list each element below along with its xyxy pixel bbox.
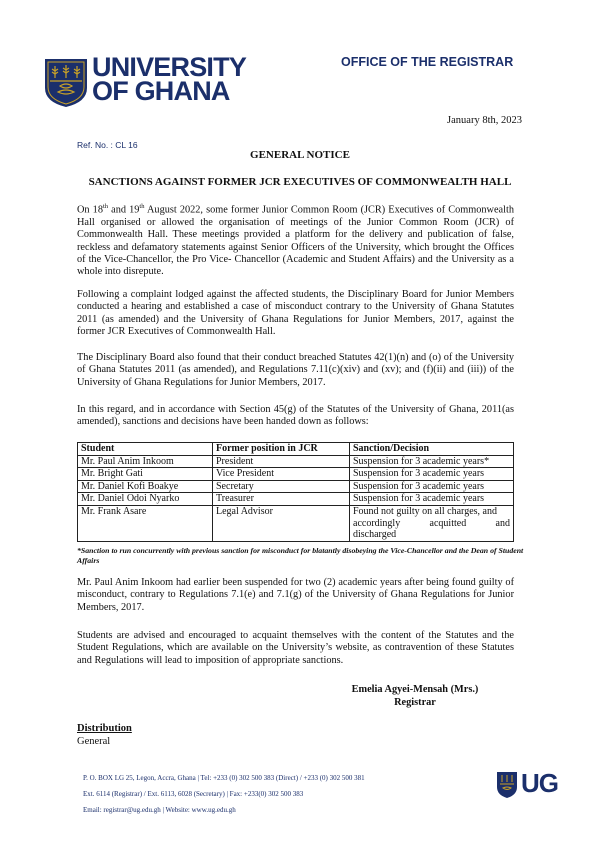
decision-line: accordingly acquitted and — [353, 517, 510, 529]
footer-extensions: Ext. 6114 (Registrar) / Ext. 6113, 6028 (Secretary) | Fax: +233(0) 302 500 383 — [83, 790, 304, 798]
paragraph-4: In this regard, and in accordance with Section 45(g) of the Statutes of the University of Ghana, 2011(as amended), sanctions and decisions have been handed down as follows: — [77, 404, 514, 428]
table-cell-position: Secretary — [213, 480, 350, 493]
table-cell-position: Treasurer — [213, 493, 350, 506]
letter-date: January 8th, 2023 — [447, 115, 522, 126]
table-cell-sanction: Suspension for 3 academic years — [350, 493, 514, 506]
university-name — [92, 52, 247, 106]
university-name-line1: UNIVERSITY — [92, 52, 247, 82]
table-cell-sanction: Suspension for 3 academic years — [350, 468, 514, 481]
distribution-label: Distribution — [77, 723, 132, 734]
notice-heading: GENERAL NOTICE — [250, 149, 350, 161]
table-row — [78, 493, 514, 506]
table-cell-sanction: Suspension for 3 academic years — [350, 480, 514, 493]
paragraph-1: On 18th and 19th August 2022, some former Junior Common Room (JCR) Executives of Commonwealth Hall organised or allowed the organisation of meetings of the Junior Common Room (JCR) of Commonwealth Hall. These meetings provided a platform for the delivery and publication of false, reckless and defamatory statements against Senior Officers of the University, which brought the Offices of the Vice-Chancellor, the Pro Vice- Chancellor (Academic and Student Affairs) and the University as a whole into disrepute. — [77, 203, 514, 278]
ug-logo-text: UG — [521, 768, 558, 798]
footer-contact: Email: registrar@ug.edu.gh | Website: www.ug.edu.gh — [83, 806, 236, 814]
ug-crest-icon — [496, 771, 518, 799]
table-header-row — [78, 443, 514, 456]
decision-line: Found not guilty on all charges, and — [353, 505, 497, 517]
table-cell-sanction: Suspension for 3 academic years* — [350, 455, 514, 468]
table-cell-position: Vice President — [213, 468, 350, 481]
table-cell-student: Mr. Daniel Kofi Boakye — [78, 480, 213, 493]
table-row — [78, 455, 514, 468]
university-crest-icon — [44, 58, 88, 108]
table-cell-position: President — [213, 455, 350, 468]
table-header-sanction: Sanction/Decision — [350, 443, 514, 456]
table-cell-student: Mr. Frank Asare — [78, 505, 213, 541]
signatory-name: Emelia Agyei-Mensah (Mrs.) — [351, 684, 479, 695]
notice-subject: SANCTIONS AGAINST FORMER JCR EXECUTIVES OF COMMONWEALTH HALL — [88, 176, 512, 188]
footer-address: P. O. BOX LG 25, Legon, Accra, Ghana | Tel: +233 (0) 302 500 383 (Direct) / +233 (0) 302 500 381 — [83, 774, 365, 782]
table-cell-student: Mr. Bright Gati — [78, 468, 213, 481]
paragraph-5: Mr. Paul Anim Inkoom had earlier been suspended for two (2) academic years after being found guilty of misconduct, contrary to Regulations 7.1(e) and 7.1(g) of the University of Ghana Regulations for Junior Members, 2017. — [77, 577, 514, 613]
distribution-value: General — [77, 736, 111, 747]
table-header-position: Former position in JCR — [213, 443, 350, 456]
signatory-title: Registrar — [394, 697, 436, 708]
paragraph-6: Students are advised and encouraged to acquaint themselves with the content of the Statutes and the Student Regulations, which are available on the University’s website, as contravention of these Statutes and Regulations will lead to imposition of appropriate sanctions. — [77, 630, 514, 666]
table-footnote: *Sanction to run concurrently with previous sanction for misconduct for blatantly disobeying the Vice-Chancellor and the Dean of Student Affairs — [77, 546, 524, 565]
table-row — [78, 505, 514, 541]
table-cell-position: Legal Advisor — [213, 505, 350, 541]
table-cell-student: Mr. Paul Anim Inkoom — [78, 455, 213, 468]
sanctions-table — [77, 442, 514, 542]
decision-line: discharged — [353, 529, 397, 541]
paragraph-2: Following a complaint lodged against the affected students, the Disciplinary Board for Junior Members conducted a hearing and established a case of misconduct contrary to the University of Ghana Statutes 2011 (as amended) and the University of Ghana Regulations for Junior Members, 2017, against the former JCR Executives of Commonwealth Hall. — [77, 289, 514, 338]
paragraph-3: The Disciplinary Board also found that their conduct breached Statutes 42(1)(n) and (o) of the University of Ghana Statutes 2011 (as amended), and Regulations 7.11(c)(xiv) and (xv); and (f)(ii) and (iii)) of the University of Ghana Regulations for Junior Members, 2017. — [77, 352, 514, 388]
university-name-line2: OF GHANA — [92, 76, 230, 106]
table-cell-student: Mr. Daniel Odoi Nyarko — [78, 493, 213, 506]
table-header-student: Student — [78, 443, 213, 456]
table-row — [78, 468, 514, 481]
reference-number: Ref. No. : CL 16 — [77, 140, 138, 150]
table-row — [78, 480, 514, 493]
office-title: OFFICE OF THE REGISTRAR — [341, 55, 514, 69]
table-cell-sanction — [350, 505, 514, 541]
